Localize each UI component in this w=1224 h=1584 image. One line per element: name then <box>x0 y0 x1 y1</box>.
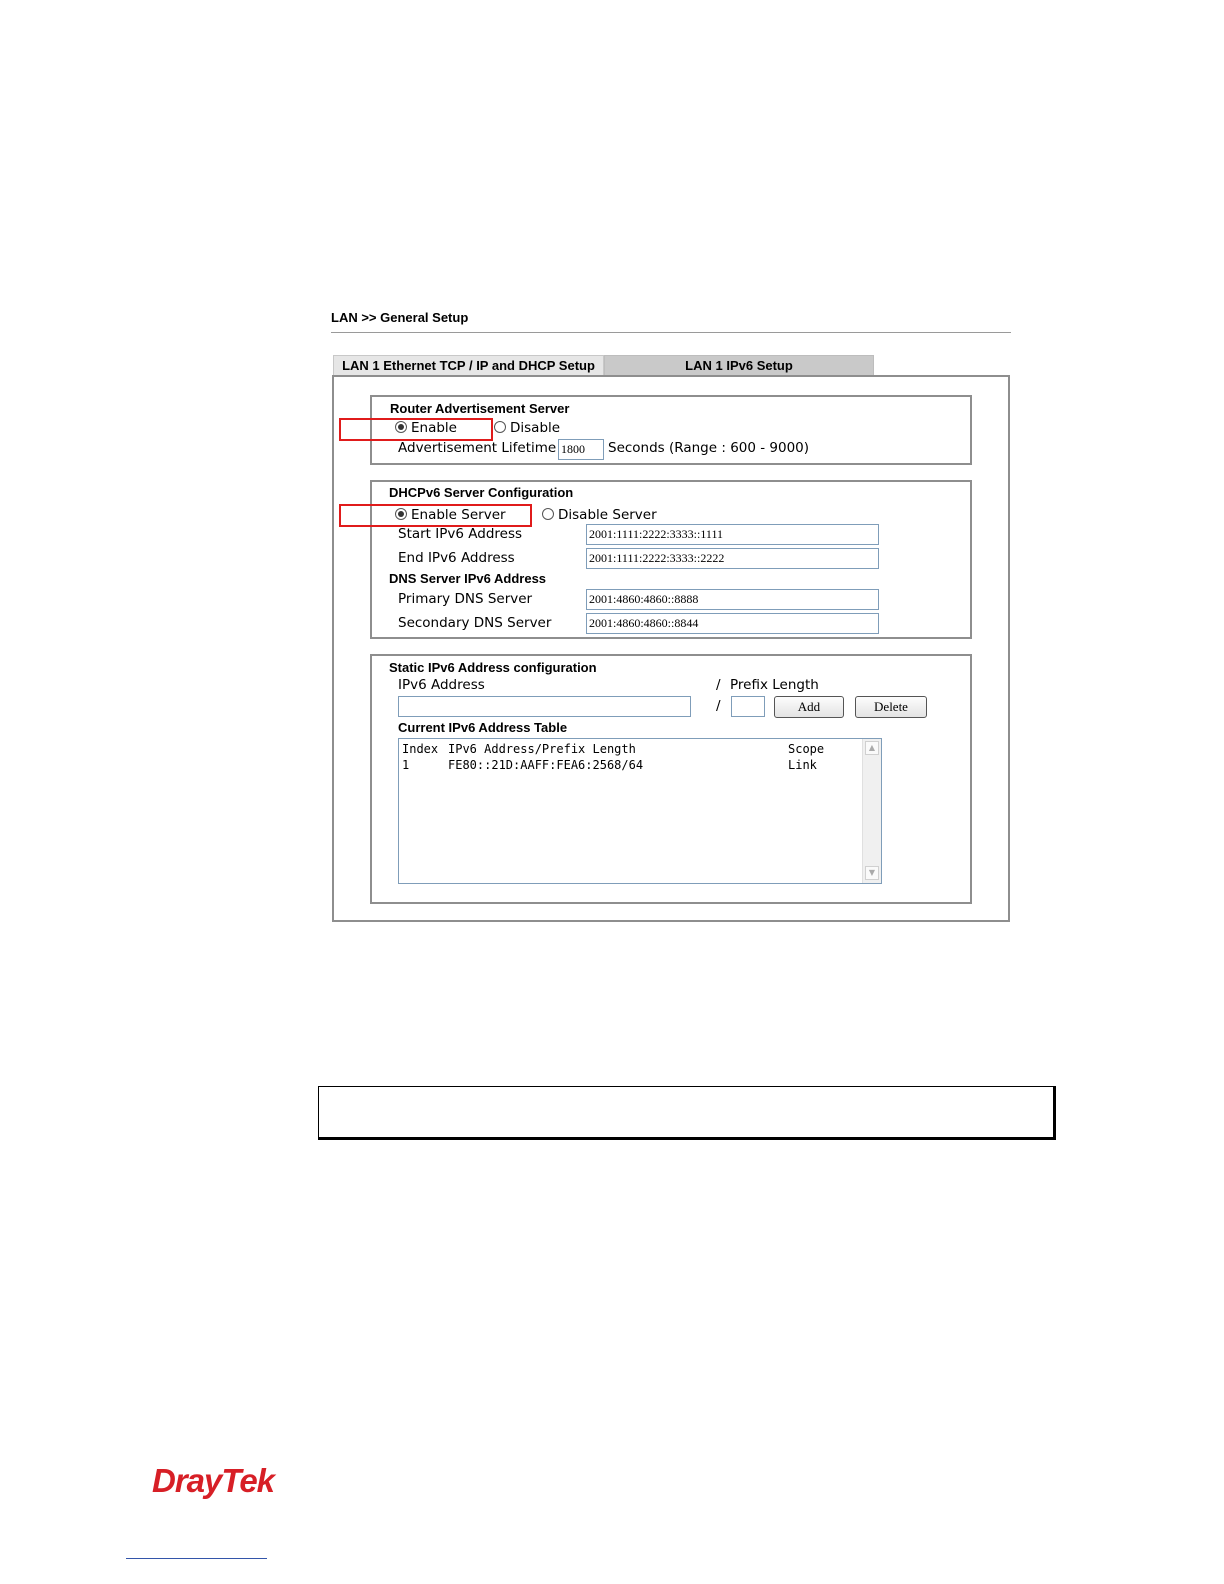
start-ipv6-label: Start IPv6 Address <box>398 526 523 542</box>
ra-enable-label: Enable <box>411 420 457 436</box>
tab-ipv6-setup[interactable]: LAN 1 IPv6 Setup <box>604 355 874 375</box>
ra-enable-radio[interactable] <box>395 421 407 433</box>
lifetime-range-hint: Seconds (Range : 600 - 9000) <box>608 440 810 456</box>
dhcpv6-disable-label: Disable Server <box>558 507 657 523</box>
start-ipv6-input[interactable]: 2001:1111:2222:3333::1111 <box>586 524 879 545</box>
table-header-index: Index <box>402 742 439 756</box>
slash-separator: / <box>716 677 721 693</box>
prefix-length-label: Prefix Length <box>730 677 819 693</box>
secondary-dns-input[interactable]: 2001:4860:4860::8844 <box>586 613 879 634</box>
ipv6-address-label: IPv6 Address <box>398 677 485 693</box>
table-scrollbar[interactable] <box>862 739 881 883</box>
dhcpv6-enable-radio[interactable] <box>395 508 407 520</box>
static-ipv6-title: Static IPv6 Address configuration <box>389 660 597 675</box>
advertisement-lifetime-label: Advertisement Lifetime <box>398 440 557 456</box>
secondary-dns-label: Secondary DNS Server <box>398 615 552 631</box>
add-button[interactable]: Add <box>774 696 844 718</box>
table-row-index: 1 <box>402 758 410 772</box>
router-advertisement-title: Router Advertisement Server <box>390 401 570 416</box>
address-table-title: Current IPv6 Address Table <box>398 720 568 735</box>
breadcrumb: LAN >> General Setup <box>331 310 469 325</box>
scroll-up-icon[interactable]: ▲ <box>865 741 879 755</box>
tab-ethernet-tcpip-dhcp[interactable]: LAN 1 Ethernet TCP / IP and DHCP Setup <box>333 355 604 375</box>
table-header-scope: Scope <box>788 742 825 756</box>
slash-separator-input: / <box>716 698 721 714</box>
prefix-length-input[interactable] <box>731 696 765 717</box>
ipv6-address-input[interactable] <box>398 696 691 717</box>
ra-disable-radio[interactable] <box>494 421 506 433</box>
breadcrumb-divider <box>331 332 1011 333</box>
primary-dns-input[interactable]: 2001:4860:4860::8888 <box>586 589 879 610</box>
note-box <box>318 1086 1056 1140</box>
advertisement-lifetime-input[interactable]: 1800 <box>558 439 604 460</box>
delete-button[interactable]: Delete <box>855 696 927 718</box>
table-row-scope: Link <box>788 758 817 772</box>
ra-disable-label: Disable <box>510 420 561 436</box>
dhcpv6-enable-label: Enable Server <box>411 507 506 523</box>
primary-dns-label: Primary DNS Server <box>398 591 533 607</box>
end-ipv6-label: End IPv6 Address <box>398 550 515 566</box>
end-ipv6-input[interactable]: 2001:1111:2222:3333::2222 <box>586 548 879 569</box>
draytek-logo: DrayTek <box>152 1462 275 1499</box>
dhcpv6-title: DHCPv6 Server Configuration <box>389 485 574 500</box>
table-row-address: FE80::21D:AAFF:FEA6:2568/64 <box>448 758 644 772</box>
scroll-down-icon[interactable]: ▼ <box>865 866 879 880</box>
dns-server-title: DNS Server IPv6 Address <box>389 571 547 586</box>
dhcpv6-disable-radio[interactable] <box>542 508 554 520</box>
footer-divider <box>126 1558 267 1559</box>
table-header-address: IPv6 Address/Prefix Length <box>448 742 636 756</box>
